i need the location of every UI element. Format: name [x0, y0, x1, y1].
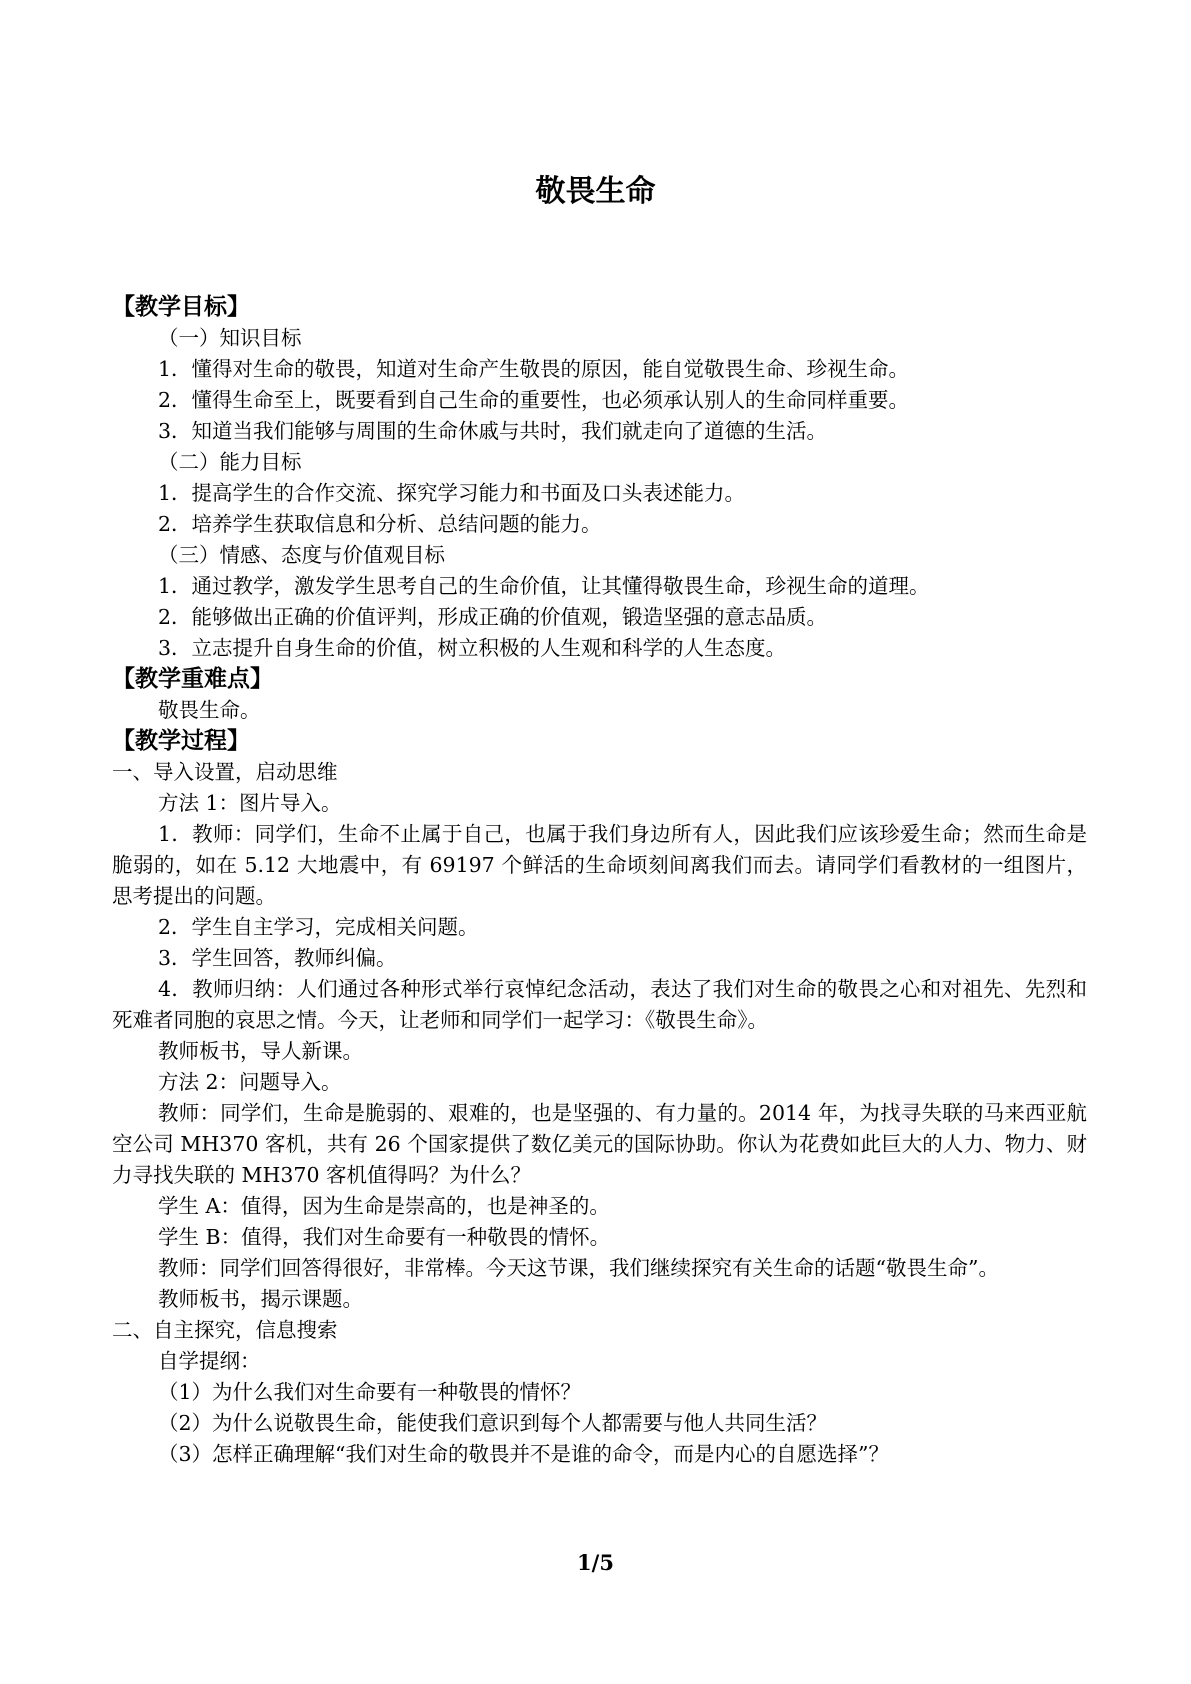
list-item: 2．培养学生获取信息和分析、总结问题的能力。	[158, 512, 602, 536]
list-item: 2．懂得生命至上，既要看到自己生命的重要性，也必须承认别人的生命同样重要。	[158, 388, 910, 412]
document-body	[112, 292, 1087, 1470]
paragraph: 学生 A：值得，因为生命是崇高的，也是神圣的。	[158, 1194, 610, 1218]
list-item: 3．立志提升自身生命的价值，树立积极的人生观和科学的人生态度。	[158, 636, 787, 660]
paragraph: 4．教师归纳：人们通过各种形式举行哀悼纪念活动，表达了我们对生命的敬畏之心和对祖先、先烈和死难者同胞的哀思之情。今天，让老师和同学们一起学习：《敬畏生命》。	[112, 977, 1087, 1032]
list-item: 1．提高学生的合作交流、探究学习能力和书面及口头表述能力。	[158, 481, 746, 505]
page-total: 5	[599, 1550, 614, 1575]
page-separator: /	[591, 1550, 600, 1575]
list-item: 1．懂得对生命的敬畏，知道对生命产生敬畏的原因，能自觉敬畏生命、珍视生命。	[158, 357, 910, 381]
paragraph: 自学提纲：	[158, 1349, 261, 1373]
subheading-attitude: （三）情感、态度与价值观目标	[158, 543, 445, 567]
paragraph: 教师：同学们回答得很好，非常棒。今天这节课，我们继续探究有关生命的话题“敬畏生命”。	[158, 1256, 999, 1280]
part-heading-intro: 一、导入设置，启动思维	[112, 760, 338, 784]
page-footer	[0, 1548, 1191, 1578]
paragraph: 方法 1：图片导入。	[158, 791, 342, 815]
section-heading-objectives: 【教学目标】	[112, 294, 250, 320]
subheading-ability: （二）能力目标	[158, 450, 302, 474]
section-heading-key-points: 【教学重难点】	[112, 666, 273, 692]
paragraph: 教师板书，导人新课。	[158, 1039, 363, 1063]
paragraph: 1．教师：同学们，生命不止属于自己，也属于我们身边所有人，因此我们应该珍爱生命；然而生命是脆弱的，如在 5.12 大地震中，有 69197 个鲜活的生命顷刻间离我们而去。请同学们看教材的一组图片，思考提出的问题。	[112, 822, 1087, 908]
list-item: 2．能够做出正确的价值评判，形成正确的价值观，锻造坚强的意志品质。	[158, 605, 828, 629]
page-number: 1	[577, 1550, 592, 1575]
paragraph: 学生 B：值得，我们对生命要有一种敬畏的情怀。	[158, 1225, 611, 1249]
key-points-text: 敬畏生命。	[158, 698, 261, 722]
part-heading-self-study: 二、自主探究，信息搜索	[112, 1318, 338, 1342]
list-item: （2）为什么说敬畏生命，能使我们意识到每个人都需要与他人共同生活？	[158, 1411, 828, 1435]
list-item: 1．通过教学，激发学生思考自己的生命价值，让其懂得敬畏生命，珍视生命的道理。	[158, 574, 930, 598]
paragraph: 2．学生自主学习，完成相关问题。	[158, 915, 479, 939]
subheading-knowledge: （一）知识目标	[158, 326, 302, 350]
paragraph: 方法 2：问题导入。	[158, 1070, 342, 1094]
paragraph: 3．学生回答，教师纠偏。	[158, 946, 397, 970]
document-title: 敬畏生命	[535, 174, 656, 209]
list-item: 3．知道当我们能够与周围的生命休戚与共时，我们就走向了道德的生活。	[158, 419, 828, 443]
list-item: （3）怎样正确理解“我们对生命的敬畏并不是谁的命令，而是内心的自愿选择”？	[158, 1442, 890, 1466]
paragraph: 教师：同学们，生命是脆弱的、艰难的，也是坚强的、有力量的。2014 年，为找寻失联的马来西亚航空公司 MH370 客机，共有 26 个国家提供了数亿美元的国际协助。你认为花费如此巨大的人力、物力、财力寻找失联的 MH370 客机值得吗？为什么？	[112, 1101, 1087, 1187]
paragraph: 教师板书，揭示课题。	[158, 1287, 363, 1311]
list-item: （1）为什么我们对生命要有一种敬畏的情怀？	[158, 1380, 582, 1404]
section-heading-process: 【教学过程】	[112, 728, 250, 754]
